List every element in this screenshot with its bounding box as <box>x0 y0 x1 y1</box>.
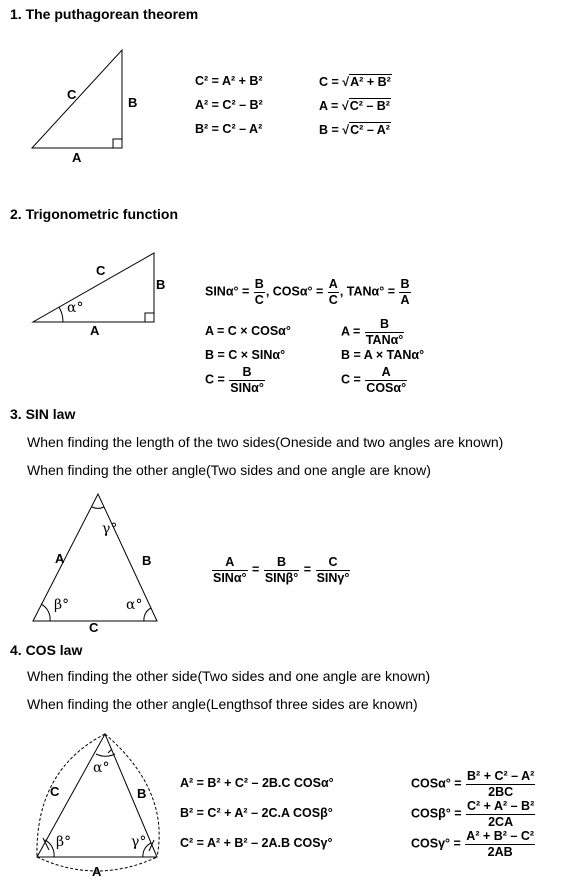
cos-law-triangle <box>37 734 159 871</box>
cos-label-gamma: γ° <box>131 834 147 850</box>
sqrt-icon: √ <box>342 75 350 89</box>
sin-label-alpha: α° <box>126 597 143 613</box>
pyth-root-2: A = √C² – B² <box>319 99 390 113</box>
section-title-trigonometric: 2. Trigonometric function <box>10 206 179 222</box>
cos-law-line-2: When finding the other angle(Lengthsof three sides are known) <box>27 696 418 712</box>
trig-c1: C = B SINα° <box>205 365 264 395</box>
sin-label-gamma: γ° <box>102 521 118 537</box>
pyth-label-b: B <box>128 95 138 110</box>
cos-angle-formula-2: COSβ° = $\frac{\text{C² + A² – B²}}{2CA}$ <box>411 799 535 829</box>
trig-label-b: B <box>156 277 166 292</box>
sin-label-c: C <box>89 620 99 635</box>
cos-label-b: B <box>137 786 147 801</box>
cos-law-formula-3: C² = A² + B² – 2A.B COSγ° <box>180 836 333 850</box>
cos-law-formula-1: A² = B² + C² – 2B.C COSα° <box>180 776 334 790</box>
cos-angle-formula-1: COSα° = $\frac{\text{B² + C² – A²}}{2BC}$ <box>411 769 535 799</box>
trig-a1: A = C × COSα° <box>205 324 291 338</box>
cos-angle-formula-3: COSγ° = $\frac{\text{A² + B² – C²}}{2AB}$ <box>411 829 535 859</box>
sin-label-a: A <box>55 551 65 566</box>
section-title-cos-law: 4. COS law <box>10 642 83 658</box>
sqrt-icon: √ <box>341 99 349 113</box>
sin-law-line-1: When finding the length of the two sides(Oneside and two angles are known) <box>27 434 504 450</box>
pyth-root-3: B = √C² – A² <box>319 123 390 137</box>
sin-label-b: B <box>142 553 152 568</box>
trig-a2: A = B TANα° <box>341 317 404 347</box>
cos-law-line-1: When finding the other side(Two sides and one angle are known) <box>27 668 431 684</box>
trig-b2: B = A × TANα° <box>341 348 425 362</box>
section-title-sin-law: 3. SIN law <box>10 406 76 422</box>
cos-label-c: C <box>50 784 60 799</box>
pyth-root-1: C = √A² + B² <box>319 75 391 89</box>
trig-label-a: A <box>90 323 100 338</box>
trig-b1: B = C × SINα° <box>205 348 286 362</box>
cos-label-beta: β° <box>56 834 72 850</box>
pyth-formula-2: A² = C² – B² <box>195 98 263 112</box>
sqrt-icon: √ <box>342 123 350 137</box>
pyth-label-a: A <box>72 150 82 165</box>
trig-label-c: C <box>96 263 106 278</box>
pythagorean-triangle <box>32 50 122 148</box>
cos-law-formula-2: B² = C² + A² – 2C.A COSβ° <box>180 806 333 820</box>
trig-c2: C = A COSα° <box>341 365 407 395</box>
trig-triangle <box>33 253 154 322</box>
cos-label-a: A <box>92 864 102 879</box>
sin-law-formula: A SINα° = B SINβ° = C SINγ° <box>213 555 350 585</box>
trig-ratios: SINα° = $\frac{B}{C}$ , COSα° = $\frac{A}{C}$ , TANα° = $\frac{B}{A}$ <box>205 277 410 307</box>
pyth-formula-1: C² = A² + B² <box>195 74 263 88</box>
trig-label-alpha: α° <box>67 300 84 316</box>
cos-label-alpha: α° <box>93 760 110 776</box>
pyth-label-c: C <box>67 87 77 102</box>
sin-label-beta: β° <box>54 597 70 613</box>
sin-law-line-2: When finding the other angle(Two sides and one angle are know) <box>27 462 431 478</box>
pyth-formula-3: B² = C² – A² <box>195 122 263 136</box>
section-title-pythagorean: 1. The puthagorean theorem <box>10 6 199 22</box>
